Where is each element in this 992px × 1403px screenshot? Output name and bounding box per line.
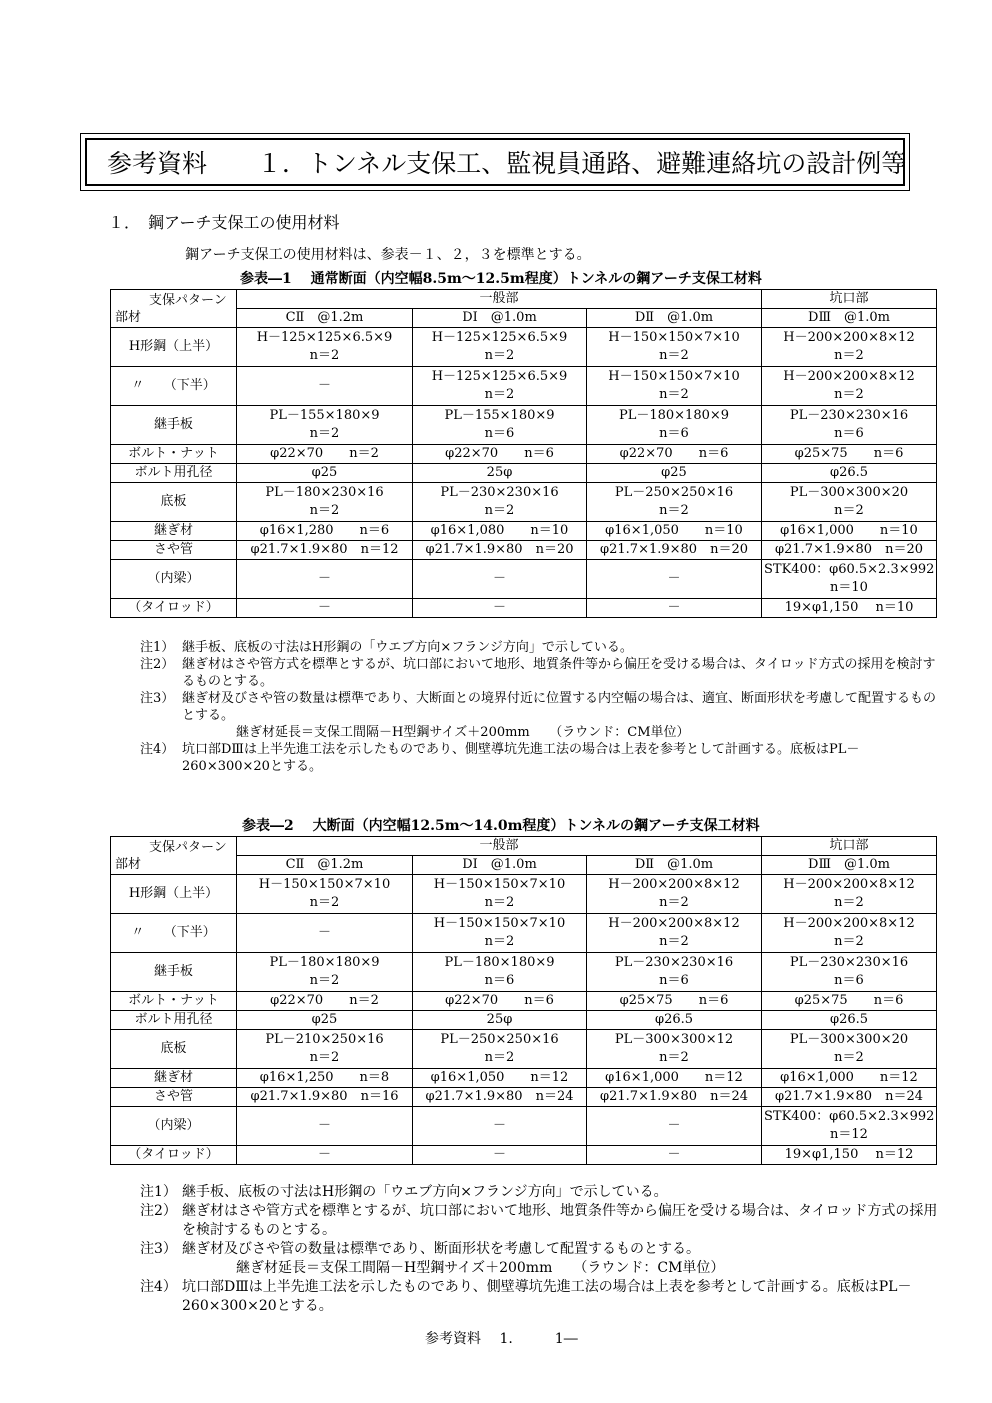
cell-line: n＝6 [484, 973, 515, 988]
table-cell [587, 483, 762, 522]
cell-line: PL－230×230×16 [789, 955, 909, 970]
note-text: 継手板、底板の寸法はH形鋼の「ウエブ方向×フランジ方向」で示している。 [182, 640, 633, 655]
cell-line: n＝2 [484, 348, 515, 363]
table-cell [237, 406, 413, 445]
header-corner [111, 290, 237, 328]
cell-line: n＝6 [834, 426, 864, 441]
table-cell [413, 875, 587, 914]
cell-line: － [492, 600, 506, 615]
cell-line: φ25 [311, 465, 338, 480]
cell-line: φ16×1,250 n＝8 [259, 1070, 390, 1085]
cell-line: n＝2 [834, 934, 864, 949]
cell-line: H－125×125×6.5×9 [431, 369, 568, 384]
cell-line: 19×φ1,150 n＝10 [784, 600, 914, 615]
table-cell [413, 992, 587, 1011]
cell-line: φ16×1,050 n＝10 [605, 523, 743, 538]
cell-line: － [667, 600, 681, 615]
column-header: DⅡ @1.0m [587, 856, 762, 875]
section-heading: １． 鋼アーチ支保工の使用材料 [108, 213, 340, 232]
cell-line: φ21.7×1.9×80 n＝24 [425, 1089, 574, 1104]
table-row [111, 1030, 937, 1069]
table-cell [762, 1088, 937, 1107]
table-cell [237, 464, 413, 483]
table-cell [237, 914, 413, 953]
table-row [111, 541, 937, 560]
note-label: 注4） [140, 742, 175, 757]
cell-line: H－200×200×8×12 [608, 916, 740, 931]
table-cell [413, 1011, 587, 1030]
table-cell [237, 1069, 413, 1088]
table-cell [762, 1146, 937, 1165]
note [140, 1259, 940, 1278]
note-text: 継ぎ材はさや管方式を標準とするが、坑口部において地形、地質条件等から偏圧を受ける場合は、タイロッド方式の採用を検討するものとする。 [182, 657, 936, 689]
column-header: DⅢ @1.0m [762, 309, 937, 328]
cell-line: H－200×200×8×12 [783, 877, 915, 892]
cell-line: φ21.7×1.9×80 n＝24 [775, 1089, 923, 1104]
cell-line: 25φ [486, 465, 513, 480]
note-label: 注2） [140, 1203, 177, 1219]
note-text: 継ぎ材及びさや管の数量は標準であり、大断面との境界付近に位置する内空幅の場合は、適宜、断面形状を考慮して配置するものとする。 [182, 691, 937, 723]
table-cell [413, 464, 587, 483]
table-row [111, 367, 937, 406]
cell-line: n＝2 [659, 387, 689, 402]
header-row [111, 290, 937, 309]
cell-line: H－125×125×6.5×9 [431, 330, 568, 345]
table-cell [762, 328, 937, 367]
table-cell [413, 445, 587, 464]
table-cell [413, 914, 587, 953]
row-label: ボルト用孔径 [111, 464, 237, 483]
table1-notes [140, 639, 940, 775]
header-corner [111, 837, 237, 875]
cell-line: H－200×200×8×12 [783, 330, 915, 345]
table-cell [762, 522, 937, 541]
table-cell [587, 560, 762, 599]
table-cell [587, 875, 762, 914]
cell-line: φ21.7×1.9×80 n＝20 [775, 542, 923, 557]
cell-line: n＝10 [830, 580, 868, 595]
cell-line: φ26.5 [829, 465, 869, 480]
note-label: 注3） [140, 1241, 177, 1257]
note-text: 継ぎ材延長＝支保工間隔－H型鋼サイズ＋200mm （ラウンド：CM単位） [236, 1260, 725, 1276]
table-cell [587, 1011, 762, 1030]
cell-line: φ16×1,000 n＝12 [780, 1070, 918, 1085]
cell-line: － [317, 1118, 331, 1133]
cell-line: H－125×125×6.5×9 [256, 330, 393, 345]
table-cell [587, 1030, 762, 1069]
table-row [111, 1011, 937, 1030]
cell-line: PL－300×300×20 [789, 485, 909, 500]
table-cell [237, 875, 413, 914]
note-label: 注3） [140, 691, 175, 706]
cell-line: n＝2 [659, 934, 689, 949]
table-cell [762, 367, 937, 406]
cell-line: φ21.7×1.9×80 n＝20 [425, 542, 574, 557]
cell-line: φ16×1,080 n＝10 [430, 523, 569, 538]
table-cell [413, 560, 587, 599]
cell-line: n＝2 [484, 934, 515, 949]
table-cell [587, 406, 762, 445]
table-row [111, 875, 937, 914]
table-cell [587, 914, 762, 953]
header-pattern: 支保パターン [149, 839, 227, 855]
cell-line: － [667, 1147, 681, 1162]
page-title: 参考資料 １．トンネル支保工、監視員通路、避難連絡坑の設計例等 [85, 138, 905, 186]
table-cell [762, 875, 937, 914]
row-label: 継手板 [111, 406, 237, 445]
note-text: 継ぎ材はさや管方式を標準とするが、坑口部において地形、地質条件等から偏圧を受ける場合は、タイロッド方式の採用を検討するものとする。 [182, 1203, 938, 1238]
table2-caption: 参表―2 大断面（内空幅12.5m～14.0m程度）トンネルの鋼アーチ支保工材料 [242, 818, 760, 834]
cell-line: PL－155×180×9 [269, 408, 380, 423]
cell-line: n＝2 [659, 348, 689, 363]
table-cell [587, 992, 762, 1011]
note-text: 継ぎ材及びさや管の数量は標準であり、断面形状を考慮して配置するものとする。 [182, 1241, 700, 1257]
note-label: 注1） [140, 1184, 177, 1200]
note [140, 1183, 940, 1202]
note [140, 1202, 940, 1240]
table-row [111, 599, 937, 618]
note-label: 注1） [140, 640, 175, 655]
cell-line: n＝2 [484, 895, 515, 910]
cell-line: φ21.7×1.9×80 n＝20 [600, 542, 748, 557]
table-cell [413, 953, 587, 992]
cell-line: n＝2 [659, 895, 689, 910]
cell-line: PL－250×250×16 [614, 485, 734, 500]
table-cell [762, 1107, 937, 1146]
row-label: H形鋼（上半） [111, 875, 237, 914]
cell-line: n＝6 [834, 973, 864, 988]
cell-line: φ25 [661, 465, 687, 480]
row-label: 〃 （下半） [111, 914, 237, 953]
cell-line: n＝2 [309, 503, 340, 518]
cell-line: φ25×75 n＝6 [794, 993, 904, 1008]
cell-line: － [317, 1147, 331, 1162]
table-row [111, 406, 937, 445]
cell-line: φ22×70 n＝6 [445, 446, 554, 461]
cell-line: n＝2 [309, 973, 340, 988]
cell-line: φ16×1,000 n＝10 [780, 523, 918, 538]
cell-line: n＝6 [484, 426, 515, 441]
cell-line: n＝2 [834, 895, 864, 910]
table-row [111, 1088, 937, 1107]
note-text: 継手板、底板の寸法はH形鋼の「ウエブ方向×フランジ方向」で示している。 [182, 1184, 668, 1200]
cell-line: n＝2 [834, 348, 864, 363]
header-member: 部材 [115, 309, 142, 325]
table-cell [237, 483, 413, 522]
cell-line: PL－250×250×16 [440, 1032, 559, 1047]
column-header: DⅠ @1.0m [413, 856, 587, 875]
table-cell [587, 367, 762, 406]
table-row [111, 1107, 937, 1146]
cell-line: φ22×70 n＝6 [619, 446, 729, 461]
cell-line: φ25×75 n＝6 [794, 446, 904, 461]
table-cell [587, 1088, 762, 1107]
cell-line: n＝2 [834, 503, 864, 518]
cell-line: 19×φ1,150 n＝12 [784, 1147, 914, 1162]
note [140, 741, 940, 775]
table-cell [413, 599, 587, 618]
table-cell [413, 1088, 587, 1107]
cell-line: PL－180×180×9 [618, 408, 730, 423]
table-cell [762, 560, 937, 599]
table-cell [587, 953, 762, 992]
table-cell [237, 367, 413, 406]
cell-line: STK400：φ60.5×2.3×992 [764, 562, 935, 577]
cell-line: H－200×200×8×12 [783, 369, 915, 384]
cell-line: H－150×150×7×10 [608, 330, 740, 345]
cell-line: φ25 [311, 1012, 338, 1027]
cell-line: － [667, 571, 681, 586]
table-cell [237, 522, 413, 541]
cell-line: φ25×75 n＝6 [619, 993, 729, 1008]
table-row [111, 328, 937, 367]
row-label: （内梁） [111, 560, 237, 599]
table-cell [413, 1069, 587, 1088]
row-label: さや管 [111, 1088, 237, 1107]
cell-line: n＝2 [309, 895, 340, 910]
intro-text: 鋼アーチ支保工の使用材料は、参表－１、２，３を標準とする。 [185, 247, 591, 263]
header-portal: 坑口部 [762, 837, 937, 856]
note-text: 継ぎ材延長＝支保工間隔－H型鋼サイズ＋200mm （ラウンド：CM単位） [236, 725, 690, 740]
row-label: （タイロッド） [111, 1146, 237, 1165]
cell-line: PL－300×300×20 [789, 1032, 909, 1047]
cell-line: n＝6 [659, 973, 689, 988]
row-label: 継ぎ材 [111, 1069, 237, 1088]
cell-line: n＝2 [484, 503, 515, 518]
cell-line: φ22×70 n＝2 [270, 993, 379, 1008]
table-cell [237, 1011, 413, 1030]
cell-line: － [667, 1118, 681, 1133]
table-cell [413, 522, 587, 541]
table-cell [762, 464, 937, 483]
note-label: 注4） [140, 1279, 177, 1295]
column-header: DⅢ @1.0m [762, 856, 937, 875]
table-cell [413, 367, 587, 406]
cell-line: n＝2 [309, 426, 340, 441]
table-cell [587, 464, 762, 483]
table-row [111, 483, 937, 522]
row-label: ボルト・ナット [111, 992, 237, 1011]
row-label: ボルト用孔径 [111, 1011, 237, 1030]
cell-line: PL－155×180×9 [444, 408, 555, 423]
note-label: 注2） [140, 657, 175, 672]
cell-line: n＝2 [484, 387, 515, 402]
table-cell [413, 483, 587, 522]
cell-line: φ21.7×1.9×80 n＝24 [600, 1089, 748, 1104]
note-text: 坑口部DⅢは上半先進工法を示したものであり、側壁導坑先進工法の場合は上表を参考として計画する。底板はPL－260×300×20とする。 [182, 742, 860, 774]
table-cell [762, 992, 937, 1011]
cell-line: PL－180×180×9 [269, 955, 380, 970]
row-label: ボルト・ナット [111, 445, 237, 464]
table-cell [237, 328, 413, 367]
table1-caption: 参表―1 通常断面（内空幅8.5m～12.5m程度）トンネルの鋼アーチ支保工材料 [240, 271, 762, 287]
note [140, 1240, 940, 1259]
cell-line: － [492, 571, 506, 586]
table-cell [237, 445, 413, 464]
cell-line: PL－180×180×9 [444, 955, 555, 970]
cell-line: － [317, 571, 331, 586]
table-cell [762, 599, 937, 618]
table-cell [237, 992, 413, 1011]
table-cell [587, 1069, 762, 1088]
cell-line: － [317, 600, 331, 615]
table-cell [762, 541, 937, 560]
cell-line: － [317, 378, 331, 393]
cell-line: PL－210×250×16 [265, 1032, 384, 1047]
table-cell [237, 953, 413, 992]
table1 [110, 289, 937, 618]
note-text: 坑口部DⅢは上半先進工法を示したものであり、側壁導坑先進工法の場合は上表を参考として計画する。底板はPL－260×300×20とする。 [182, 1279, 912, 1314]
note [140, 1278, 940, 1316]
table-cell [762, 1030, 937, 1069]
table2 [110, 836, 937, 1165]
row-label: （内梁） [111, 1107, 237, 1146]
cell-line: φ22×70 n＝2 [270, 446, 379, 461]
cell-line: φ16×1,280 n＝6 [259, 523, 390, 538]
cell-line: n＝2 [834, 387, 864, 402]
row-label: 〃 （下半） [111, 367, 237, 406]
cell-line: n＝2 [309, 1050, 340, 1065]
table-cell [413, 406, 587, 445]
table-row [111, 464, 937, 483]
cell-line: φ16×1,050 n＝12 [430, 1070, 569, 1085]
header-row [111, 837, 937, 856]
note [140, 724, 940, 741]
table-cell [762, 406, 937, 445]
cell-line: n＝12 [830, 1127, 868, 1142]
cell-line: H－200×200×8×12 [783, 916, 915, 931]
table-cell [587, 445, 762, 464]
cell-line: PL－230×230×16 [614, 955, 734, 970]
cell-line: φ22×70 n＝6 [445, 993, 554, 1008]
table-cell [587, 599, 762, 618]
row-label: H形鋼（上半） [111, 328, 237, 367]
cell-line: H－150×150×7×10 [433, 916, 566, 931]
note [140, 690, 940, 724]
row-label: 継手板 [111, 953, 237, 992]
table-cell [237, 541, 413, 560]
cell-line: φ21.7×1.9×80 n＝12 [250, 542, 399, 557]
cell-line: PL－230×230×16 [789, 408, 909, 423]
header-member: 部材 [115, 856, 142, 872]
table-cell [237, 1107, 413, 1146]
cell-line: STK400：φ60.5×2.3×992 [764, 1109, 935, 1124]
row-label: 底板 [111, 1030, 237, 1069]
cell-line: n＝6 [659, 426, 689, 441]
table-cell [762, 1069, 937, 1088]
header-general: 一般部 [237, 837, 762, 856]
cell-line: n＝2 [659, 503, 689, 518]
table-cell [237, 1030, 413, 1069]
table-cell [762, 1011, 937, 1030]
table-cell [413, 328, 587, 367]
header-portal: 坑口部 [762, 290, 937, 309]
table-row [111, 1069, 937, 1088]
table-row [111, 560, 937, 599]
note [140, 656, 940, 690]
cell-line: － [492, 1147, 506, 1162]
column-header: DⅠ @1.0m [413, 309, 587, 328]
cell-line: n＝2 [484, 1050, 515, 1065]
table-row [111, 914, 937, 953]
table-cell [762, 953, 937, 992]
row-label: さや管 [111, 541, 237, 560]
table-cell [587, 541, 762, 560]
table-cell [587, 522, 762, 541]
table-cell [237, 1146, 413, 1165]
table-row [111, 953, 937, 992]
column-header: CⅡ @1.2m [237, 856, 413, 875]
cell-line: 25φ [486, 1012, 513, 1027]
cell-line: H－150×150×7×10 [258, 877, 391, 892]
table-cell [237, 1088, 413, 1107]
cell-line: － [492, 1118, 506, 1133]
cell-line: n＝2 [309, 348, 340, 363]
row-label: （タイロッド） [111, 599, 237, 618]
table-cell [237, 599, 413, 618]
table-cell [762, 483, 937, 522]
cell-line: － [317, 925, 331, 940]
column-header: CⅡ @1.2m [237, 309, 413, 328]
table-row [111, 522, 937, 541]
table-cell [413, 541, 587, 560]
cell-line: PL－180×230×16 [265, 485, 384, 500]
table-row [111, 992, 937, 1011]
cell-line: φ26.5 [829, 1012, 869, 1027]
table-cell [413, 1030, 587, 1069]
table-cell [237, 560, 413, 599]
cell-line: H－200×200×8×12 [608, 877, 740, 892]
cell-line: φ21.7×1.9×80 n＝16 [250, 1089, 399, 1104]
cell-line: n＝2 [659, 1050, 689, 1065]
cell-line: H－150×150×7×10 [433, 877, 566, 892]
row-label: 底板 [111, 483, 237, 522]
table-cell [587, 1146, 762, 1165]
table2-notes [140, 1183, 940, 1316]
table-cell [413, 1146, 587, 1165]
table-cell [413, 1107, 587, 1146]
table-row [111, 1146, 937, 1165]
page-footer: 参考資料 1. 1― [425, 1331, 578, 1347]
title-box [80, 133, 910, 191]
table-cell [762, 914, 937, 953]
header-general: 一般部 [237, 290, 762, 309]
row-label: 継ぎ材 [111, 522, 237, 541]
header-pattern: 支保パターン [149, 292, 227, 308]
table-cell [587, 328, 762, 367]
table-cell [762, 445, 937, 464]
cell-line: H－150×150×7×10 [608, 369, 740, 384]
cell-line: PL－230×230×16 [440, 485, 559, 500]
cell-line: n＝2 [834, 1050, 864, 1065]
cell-line: PL－300×300×12 [614, 1032, 734, 1047]
table-cell [587, 1107, 762, 1146]
cell-line: φ26.5 [654, 1012, 694, 1027]
table-row [111, 445, 937, 464]
cell-line: φ16×1,000 n＝12 [605, 1070, 743, 1085]
note [140, 639, 940, 656]
column-header: DⅡ @1.0m [587, 309, 762, 328]
